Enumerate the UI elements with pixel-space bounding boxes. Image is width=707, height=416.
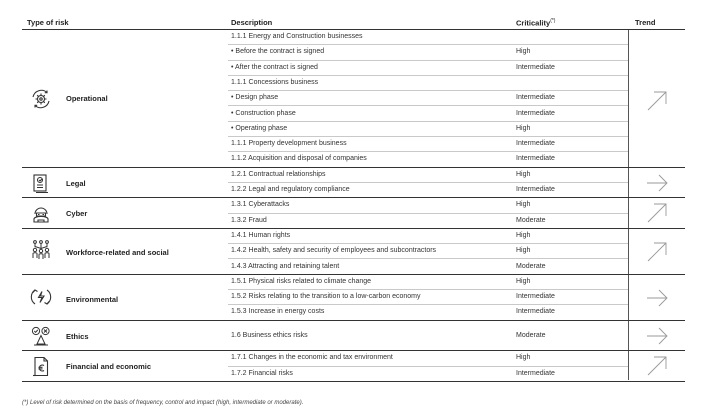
row-description: • Design phase — [231, 94, 279, 102]
table-row — [228, 76, 628, 91]
table-row — [228, 137, 628, 152]
table-row — [228, 275, 628, 290]
row-criticality: Intermediate — [516, 369, 555, 377]
row-description: 1.6 Business ethics risks — [231, 331, 308, 339]
row-criticality: High — [516, 231, 531, 239]
risk-type-label: Operational — [66, 94, 108, 103]
table-row — [228, 107, 628, 122]
row-criticality: High — [516, 354, 531, 362]
row-description: • After the contract is signed — [231, 63, 318, 71]
description-column — [228, 30, 629, 380]
table-row — [228, 61, 628, 76]
table-row — [228, 290, 628, 305]
table-row — [228, 30, 628, 45]
row-description: • Construction phase — [231, 109, 296, 117]
table-row — [228, 214, 628, 229]
table-row — [228, 305, 628, 320]
header-type-of-risk: Type of risk — [27, 18, 69, 27]
trend-up-right-arrow-icon — [646, 202, 668, 224]
row-description: 1.5.1 Physical risks related to climate change — [231, 277, 372, 285]
row-criticality: High — [516, 170, 531, 178]
table-row — [228, 152, 628, 167]
table-row — [228, 91, 628, 106]
table-row — [228, 321, 628, 352]
trend-cell-operational — [628, 30, 685, 168]
risk-type-label: Workforce-related and social — [66, 247, 169, 257]
row-description: 1.3.1 Cyberattacks — [231, 201, 290, 209]
row-criticality: Intermediate — [516, 308, 555, 316]
row-criticality: Intermediate — [516, 94, 555, 102]
trend-right-arrow-icon — [646, 287, 668, 309]
row-description: 1.5.2 Risks relating to the transition to a low-carbon economy — [231, 293, 421, 301]
row-criticality: High — [516, 48, 531, 56]
row-description: 1.7.1 Changes in the economic and tax environment — [231, 354, 393, 362]
trend-cell-environmental — [628, 275, 685, 321]
risk-type-label: Environmental — [66, 294, 119, 304]
row-criticality: Intermediate — [516, 140, 555, 148]
table-row — [228, 244, 628, 259]
risk-type-label: Financial and economic — [66, 362, 152, 372]
trend-cell-financial — [628, 351, 685, 382]
trend-right-arrow-icon — [646, 325, 668, 347]
footnote-marker: (*) — [550, 18, 556, 24]
row-description: 1.2.2 Legal and regulatory compliance — [231, 186, 350, 193]
row-criticality: High — [516, 201, 531, 209]
header-description: Description — [231, 18, 273, 27]
risk-group-workforce — [22, 229, 228, 275]
row-criticality: Intermediate — [516, 186, 555, 193]
trend-right-arrow-icon — [646, 172, 668, 194]
row-description: • Operating phase — [231, 124, 288, 132]
climate-energy-icon — [30, 286, 52, 308]
table-row — [228, 198, 628, 213]
footnote: (*) Level of risk determined on the basis of frequency, control and impact (high, intermediate or moderate). — [22, 400, 304, 406]
trend-up-right-arrow-icon — [646, 90, 668, 112]
risk-group-legal — [22, 168, 228, 199]
row-description: 1.1.2 Acquisition and disposal of companies — [231, 155, 367, 163]
row-criticality: High — [516, 277, 531, 285]
row-criticality: Moderate — [516, 331, 546, 339]
table-row — [228, 229, 628, 244]
row-criticality: Moderate — [516, 216, 546, 224]
row-description: 1.4.3 Attracting and retaining talent — [231, 262, 340, 270]
euro-document-icon — [30, 355, 52, 377]
row-description: • Before the contract is signed — [231, 48, 325, 56]
table-row — [228, 183, 628, 198]
risk-group-environmental — [22, 275, 228, 321]
risk-type-label: Ethics — [66, 331, 89, 341]
row-description: 1.4.1 Human rights — [231, 231, 291, 239]
people-network-icon — [30, 239, 52, 261]
row-criticality: Intermediate — [516, 63, 555, 71]
row-criticality: Intermediate — [516, 155, 555, 163]
table-row — [228, 351, 628, 366]
trend-cell-ethics — [628, 321, 685, 352]
table-row — [228, 122, 628, 137]
row-criticality: Intermediate — [516, 293, 555, 301]
trend-cell-cyber — [628, 198, 685, 229]
table-row — [228, 367, 628, 382]
row-description: 1.7.2 Financial risks — [231, 369, 293, 377]
legal-document-icon — [30, 172, 52, 194]
ethics-check-icon — [30, 325, 52, 347]
row-description: 1.1.1 Energy and Construction businesses — [231, 33, 363, 40]
risk-type-label: Legal — [66, 178, 86, 188]
risk-group-financial — [22, 351, 228, 382]
row-description: 1.3.2 Fraud — [231, 216, 267, 224]
risk-group-cyber — [22, 198, 228, 229]
row-description: 1.2.1 Contractual relationships — [231, 170, 326, 178]
header-criticality-label: Criticality — [516, 18, 551, 28]
row-description: 1.4.2 Health, safety and security of employees and subcontractors — [231, 247, 437, 255]
risk-group-ethics — [22, 321, 228, 352]
table-row — [228, 168, 628, 183]
gear-cycle-icon — [30, 88, 52, 110]
hacker-icon — [30, 202, 52, 224]
row-criticality: High — [516, 247, 531, 255]
row-description: 1.1.1 Property development business — [231, 140, 347, 148]
row-criticality: High — [516, 124, 531, 132]
row-description: 1.1.1 Concessions business — [231, 78, 319, 86]
trend-cell-legal — [628, 168, 685, 199]
risk-type-label: Cyber — [66, 209, 88, 219]
row-criticality: Moderate — [516, 262, 546, 270]
row-criticality: Intermediate — [516, 109, 555, 117]
table-row — [228, 45, 628, 60]
header-trend: Trend — [635, 18, 656, 27]
trend-up-right-arrow-icon — [646, 241, 668, 263]
row-description: 1.5.3 Increase in energy costs — [231, 308, 325, 316]
table-row — [228, 260, 628, 275]
risk-group-operational — [22, 30, 228, 168]
trend-cell-workforce — [628, 229, 685, 275]
trend-up-right-arrow-icon — [646, 355, 668, 377]
